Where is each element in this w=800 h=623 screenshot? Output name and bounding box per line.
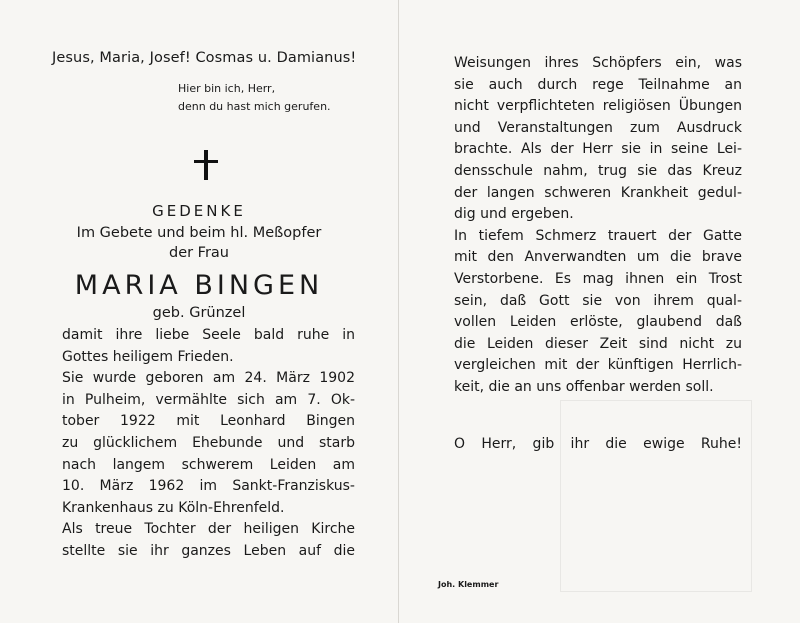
text-line: stellte sie ihr ganzes Leben auf die [62, 542, 355, 559]
text-line: mit den Anverwandten um die brave [454, 249, 742, 266]
text-line: die Leiden dieser Zeit sind nicht zu [454, 335, 742, 352]
gedenke-heading: GEDENKE [152, 202, 246, 220]
text-line: Krankenhaus zu Köln-Ehrenfeld. [62, 499, 285, 516]
text-line: sie auch durch rege Teilnahme an [454, 76, 742, 93]
text-line: Sie wurde geboren am 24. März 1902 [62, 370, 355, 387]
deceased-name: MARIA BINGEN [74, 270, 324, 301]
prayer-intro-line: Im Gebete und beim hl. Meßopfer [76, 225, 322, 241]
text-line: nicht verpflichteten religiösen Übungen [454, 98, 742, 115]
cross-icon [194, 150, 218, 180]
text-line: brachte. Als der Herr sie in seine Lei- [454, 141, 742, 158]
fold-line [398, 0, 399, 623]
text-line: Verstorbene. Es mag ihnen ein Trost [454, 270, 742, 287]
show-through-shadow [560, 400, 752, 592]
text-line: vollen Leiden erlöste, glaubend daß [454, 314, 742, 331]
text-line: tober 1922 mit Leonhard Bingen [62, 413, 355, 430]
text-line: und Veranstaltungen zum Ausdruck [454, 119, 742, 136]
right-body-text [454, 53, 742, 399]
printer-credit: Joh. Klemmer [438, 580, 499, 589]
text-line: in Pulheim, vermählte sich am 7. Ok- [62, 391, 355, 408]
closing-prayer: O Herr, gib ihr die ewige Ruhe! [454, 436, 742, 452]
text-line: In tiefem Schmerz trauert der Gatte [454, 227, 742, 244]
maiden-name: geb. Grünzel [152, 305, 246, 321]
honorific-line: der Frau [168, 245, 230, 261]
text-line: sein, daß Gott sie von ihrem qual- [454, 292, 742, 309]
text-line: 10. März 1962 im Sankt-Franziskus- [62, 478, 355, 495]
quote-line-2: denn du hast mich gerufen. [178, 100, 331, 113]
text-line: keit, die an uns offenbar werden soll. [454, 378, 714, 395]
text-line: dig und ergeben. [454, 206, 574, 223]
text-line: Weisungen ihres Schöpfers ein, was [454, 55, 742, 71]
text-line: damit ihre liebe Seele bald ruhe in [62, 327, 355, 343]
quote-line-1: Hier bin ich, Herr, [178, 82, 276, 95]
text-line: Als treue Tochter der heiligen Kirche [62, 521, 355, 538]
text-line: densschule nahm, trug sie das Kreuz [454, 162, 742, 179]
invocation-header: Jesus, Maria, Josef! Cosmas u. Damianus! [52, 50, 357, 66]
text-line: nach langem schwerem Leiden am [62, 456, 355, 473]
text-line: vergleichen mit der künftigen Herrlich- [454, 357, 742, 374]
text-line: Gottes heiligem Frieden. [62, 348, 234, 365]
text-line: der langen schweren Krankheit gedul- [454, 184, 742, 201]
left-body-text [62, 325, 355, 563]
text-line: zu glücklichem Ehebunde und starb [62, 434, 355, 451]
